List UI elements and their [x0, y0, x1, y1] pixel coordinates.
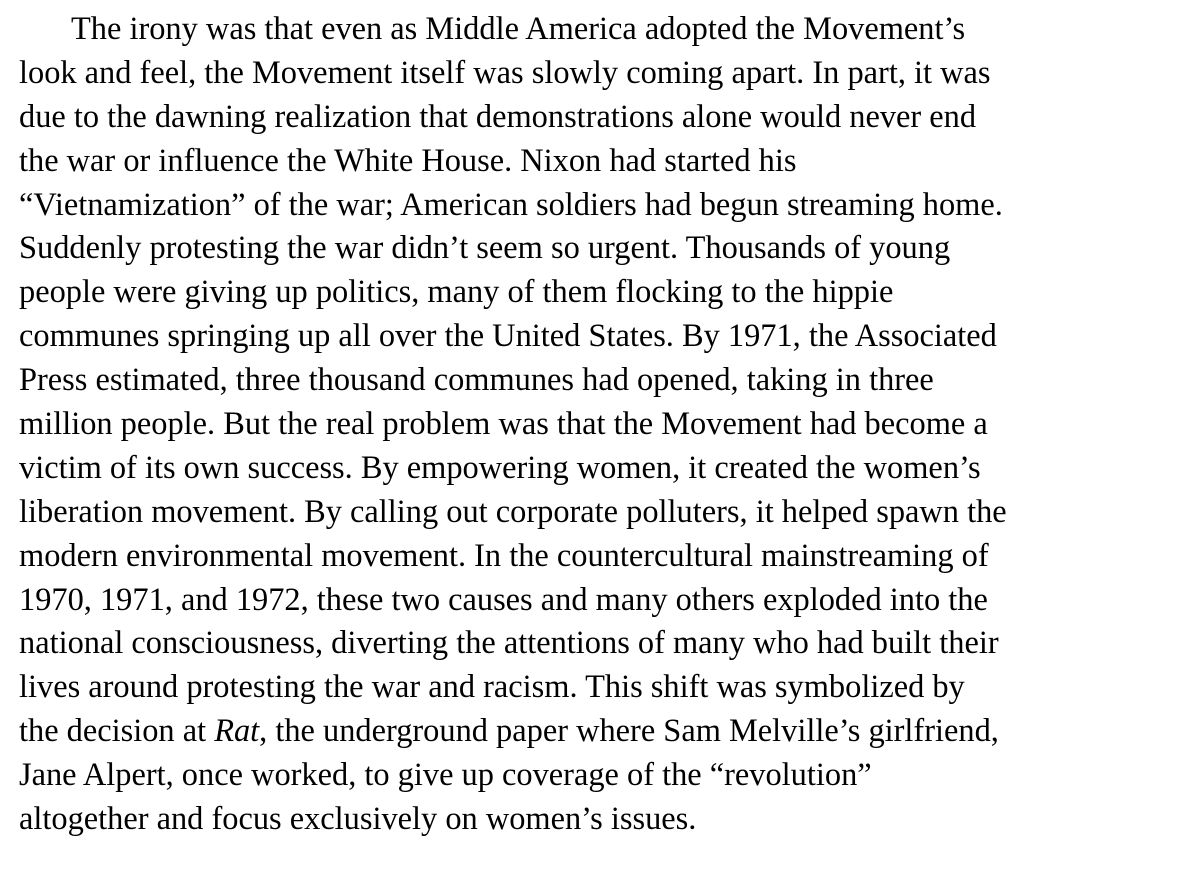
text-line: Press estimated, three thousand communes had opened, taking in three [19, 362, 934, 399]
text-line: victim of its own success. By empowering women, it created the women’s [19, 449, 981, 486]
text-line: people were giving up politics, many of them flocking to the hippie [19, 274, 894, 311]
body-paragraph [19, 8, 1169, 842]
text-line: communes springing up all over the United States. By 1971, the Associated [19, 318, 997, 355]
text-line: The irony was that even as Middle America adopted the Movement’s [71, 11, 966, 47]
text-line: altogether and focus exclusively on women’s issues. [19, 801, 697, 838]
text-run: the decision at [19, 713, 215, 750]
text-line-with-title [19, 710, 1169, 754]
text-line: 1970, 1971, and 1972, these two causes and many others exploded into the [19, 581, 988, 618]
text-run: , the underground paper where Sam Melville’s girlfriend, [259, 713, 999, 750]
text-line: liberation movement. By calling out corporate polluters, it helped spawn the [19, 493, 1007, 530]
text-line: million people. But the real problem was that the Movement had become a [19, 406, 988, 443]
text-line: national consciousness, diverting the attentions of many who had built their [19, 625, 999, 662]
text-line: Jane Alpert, once worked, to give up coverage of the “revolution” [19, 757, 872, 794]
text-line: Suddenly protesting the war didn’t seem so urgent. Thousands of young [19, 230, 951, 267]
text-line: the war or influence the White House. Nixon had started his [19, 142, 797, 179]
text-line: look and feel, the Movement itself was slowly coming apart. In part, it was [19, 54, 991, 91]
text-line: due to the dawning realization that demonstrations alone would never end [19, 98, 977, 135]
document-page [19, 8, 1169, 842]
text-line: modern environmental movement. In the countercultural mainstreaming of [19, 537, 989, 574]
text-line: lives around protesting the war and racism. This shift was symbolized by [19, 669, 965, 706]
text-line: “Vietnamization” of the war; American soldiers had begun streaming home. [19, 186, 1003, 223]
publication-title: Rat [214, 713, 260, 750]
